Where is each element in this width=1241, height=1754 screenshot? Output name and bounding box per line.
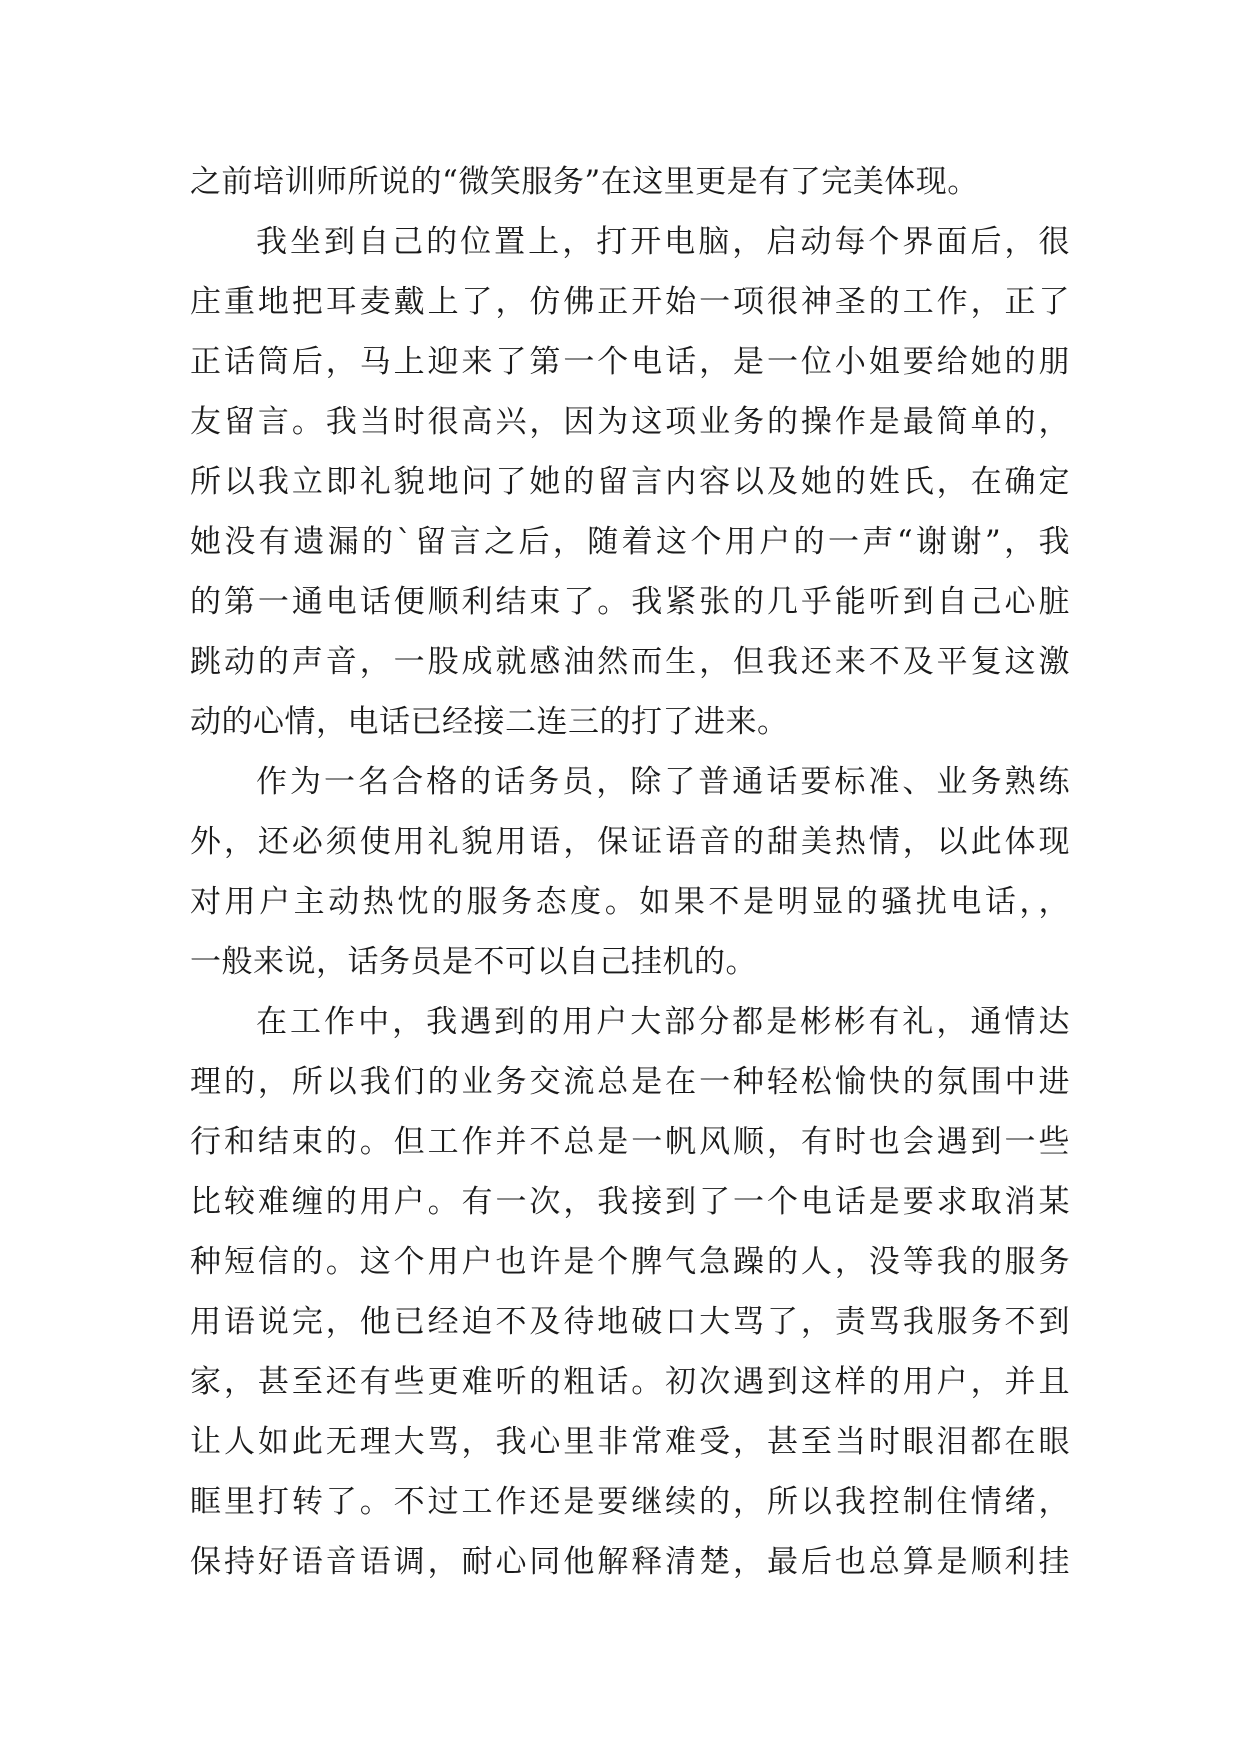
text-line: 比较难缠的用户。有一次，我接到了一个电话是要求取消某 <box>190 1184 1070 1220</box>
text-line: 跳动的声音，一股成就感油然而生，但我还来不及平复这激 <box>190 644 1070 680</box>
text-line: 在工作中，我遇到的用户大部分都是彬彬有礼，通情达 <box>256 1004 1070 1040</box>
text-line: 保持好语音语调，耐心同他解释清楚，最后也总算是顺利挂 <box>190 1544 1070 1580</box>
text-line: 我坐到自己的位置上，打开电脑，启动每个界面后，很 <box>256 224 1070 260</box>
text-line: 正话筒后，马上迎来了第一个电话，是一位小姐要给她的朋 <box>190 344 1070 380</box>
text-line: 家，甚至还有些更难听的粗话。初次遇到这样的用户，并且 <box>190 1364 1070 1400</box>
text-line: 理的，所以我们的业务交流总是在一种轻松愉快的氛围中进 <box>190 1064 1070 1100</box>
text-line: 眶里打转了。不过工作还是要继续的，所以我控制住情绪， <box>190 1484 1070 1520</box>
text-line: 一般来说，话务员是不可以自己挂机的。 <box>190 944 757 980</box>
text-line: 动的心情，电话已经接二连三的打了进来。 <box>190 704 789 740</box>
body-text <box>190 152 1070 1592</box>
text-line: 之前培训师所说的“微笑服务”在这里更是有了完美体现。 <box>190 164 979 200</box>
text-line: 作为一名合格的话务员，除了普通话要标准、业务熟练 <box>256 764 1070 800</box>
text-line: 让人如此无理大骂，我心里非常难受，甚至当时眼泪都在眼 <box>190 1424 1070 1460</box>
text-line: 友留言。我当时很高兴，因为这项业务的操作是最简单的， <box>190 404 1070 440</box>
text-line: 外，还必须使用礼貌用语，保证语音的甜美热情，以此体现 <box>190 824 1070 860</box>
text-line: 她没有遗漏的`留言之后，随着这个用户的一声“谢谢”，我 <box>190 524 1070 560</box>
text-line: 种短信的。这个用户也许是个脾气急躁的人，没等我的服务 <box>190 1244 1070 1280</box>
text-line: 用语说完，他已经迫不及待地破口大骂了，责骂我服务不到 <box>190 1304 1070 1340</box>
text-line: 庄重地把耳麦戴上了，仿佛正开始一项很神圣的工作，正了 <box>190 284 1070 320</box>
text-line: 的第一通电话便顺利结束了。我紧张的几乎能听到自己心脏 <box>190 584 1070 620</box>
text-line: 行和结束的。但工作并不总是一帆风顺，有时也会遇到一些 <box>190 1124 1070 1160</box>
text-line: 所以我立即礼貌地问了她的留言内容以及她的姓氏，在确定 <box>190 464 1070 500</box>
text-line: 对用户主动热忱的服务态度。如果不是明显的骚扰电话，， <box>190 884 1070 920</box>
